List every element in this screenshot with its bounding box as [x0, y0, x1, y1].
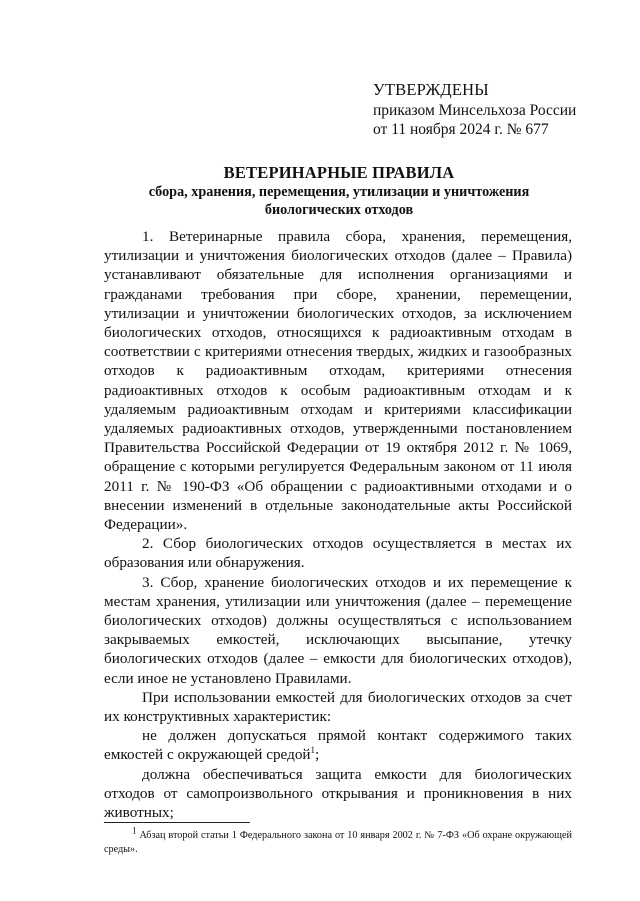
footnote — [104, 825, 572, 857]
document-body — [104, 227, 572, 822]
footnote-text: Абзац второй статьи 1 Федерального закона от 10 января 2002 г. № 7-ФЗ «Об охране окружающей среды». — [104, 830, 572, 855]
paragraph-2: 2. Сбор биологических отходов осуществляется в местах их образования или обнаружения. — [104, 535, 572, 572]
paragraph-6: должна обеспечиваться защита емкости для биологических отходов от самопроизвольного открывания и проникновения в них животных; — [104, 765, 572, 822]
footnote-marker: 1 — [132, 825, 137, 836]
paragraph-4: При использовании емкостей для биологических отходов за счет их конструктивных характеристик: — [104, 688, 572, 726]
approval-stamp — [373, 80, 613, 140]
title-sub-line-1: сбора, хранения, перемещения, утилизации и уничтожения — [148, 184, 530, 200]
paragraph-5-tail: ; — [315, 746, 320, 764]
paragraph-5 — [104, 726, 572, 764]
approval-heading: УТВЕРЖДЕНЫ — [373, 80, 489, 99]
title-main: ВЕТЕРИНАРНЫЕ ПРАВИЛА — [223, 163, 455, 182]
approval-date-line: от 11 ноября 2024 г. № 677 — [373, 121, 549, 138]
document-title — [100, 163, 578, 219]
approval-order-line: приказом Минсельхоза России — [373, 101, 577, 119]
footnote-reference[interactable]: 1 — [310, 745, 316, 756]
title-sub-line-2: биологических отходов — [264, 202, 414, 218]
paragraph-5-text: не должен допускаться прямой контакт содержимого таких емкостей с окружающей средой — [104, 727, 572, 764]
paragraph-3: 3. Сбор, хранение биологических отходов и их перемещение к местам хранения, утилизации или уничтожения (далее – перемещение биологических отходов) должны осуществляться с использованием закрываемых емкостей, исключающих высыпание, утечку биологических отходов (далее – емкости для биологических отходов), если иное не установлено Правилами. — [104, 573, 572, 687]
paragraph-1: 1. Ветеринарные правила сбора, хранения, перемещения, утилизации и уничтожения биологических отходов (далее – Правила) устанавливают обязательные для исполнения организациями и гражданами требования при сборе, хранении, перемещении, утилизации и уничтожении биологических отходов, за исключением биологических отходов, относящихся к радиоактивным отходам в соответствии с критериями отнесения твердых, жидких и газообразных отходов к радиоактивным отходам, критериями отнесения радиоактивных отходов к особым радиоактивным отходам и к удаляемым радиоактивным отходам и критериями классификации удаляемых радиоактивных отходов, утвержденными постановлением Правительства Российской Федерации от 19 октября 2012 г. № 1069, обращение с которыми регулируется Федеральным законом от 11 июля 2011 г. № 190-ФЗ «Об обращении с радиоактивными отходами и о внесении изменений в отдельные законодательные акты Российской Федерации». — [104, 228, 572, 534]
footnote-separator — [104, 822, 250, 823]
